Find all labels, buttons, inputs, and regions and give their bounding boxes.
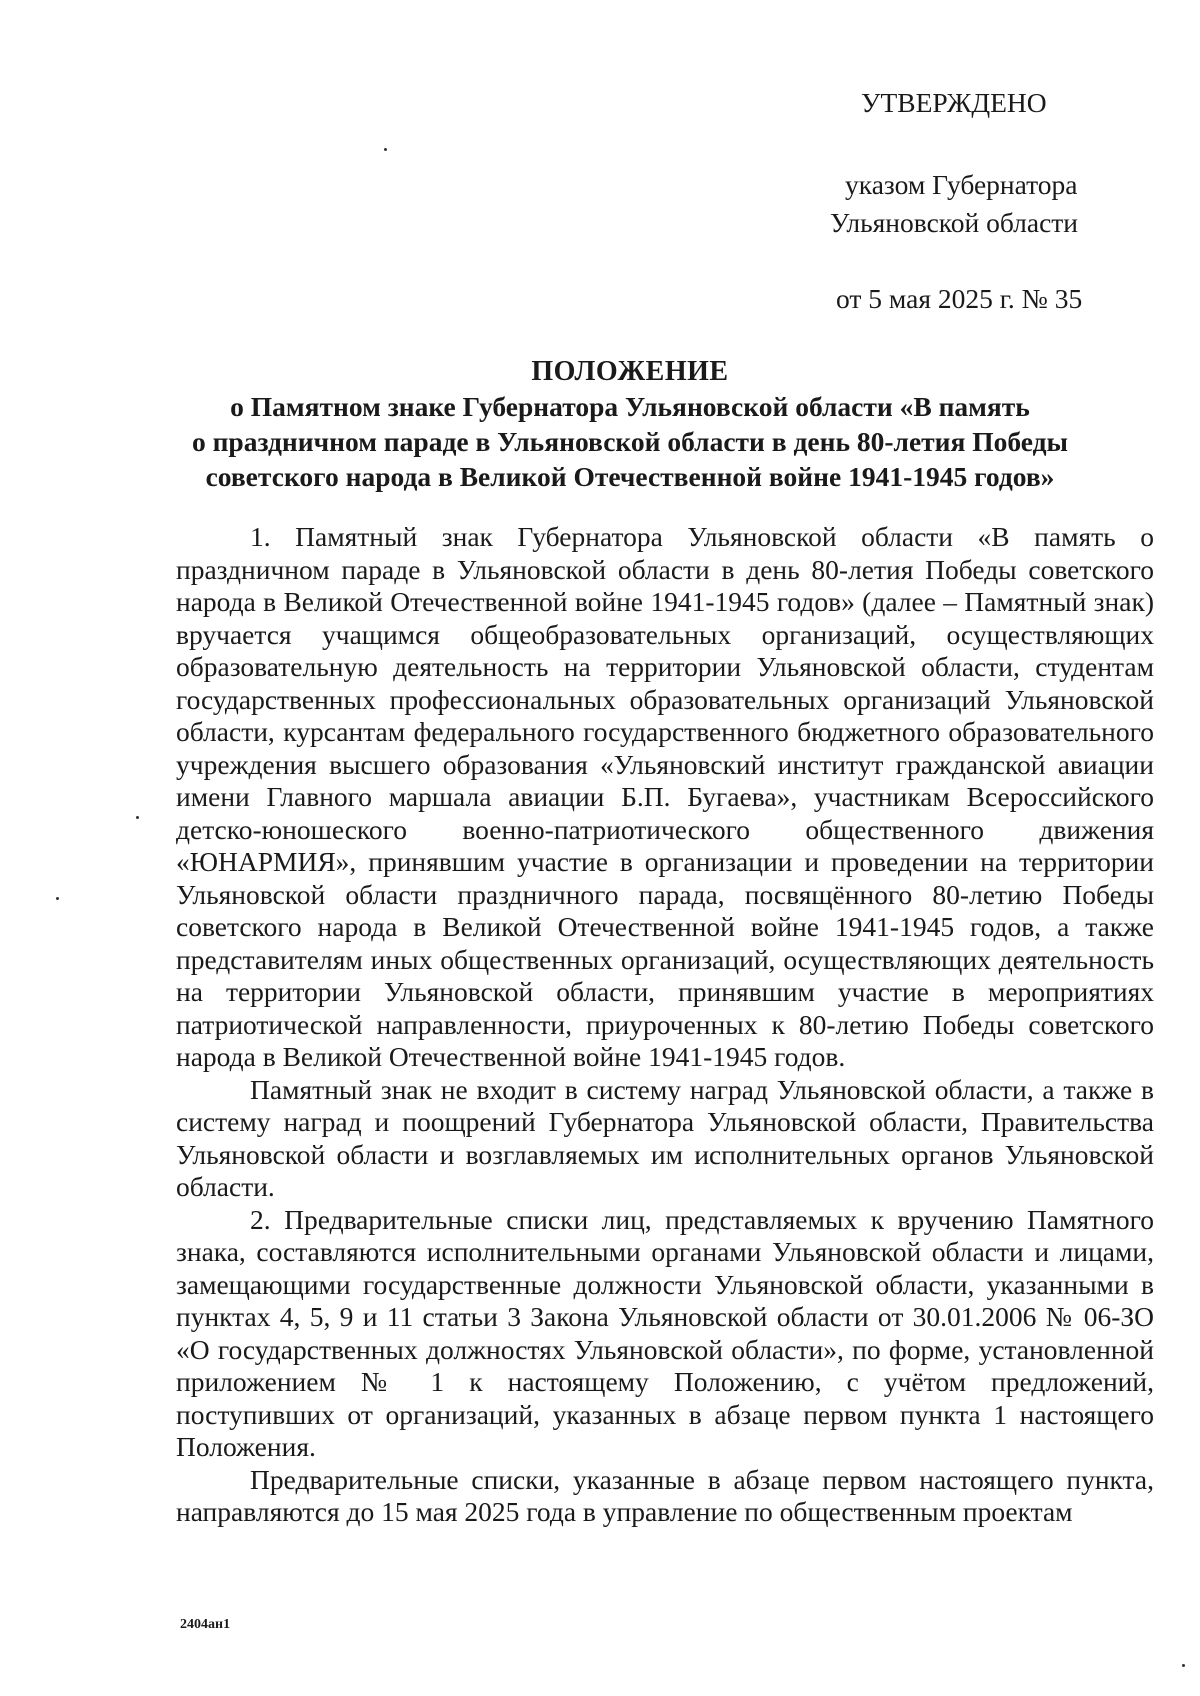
paragraph-4: Предварительные списки, указанные в абзаце первом настоящего пункта, направляются до 15 мая 2025 года в управление по общественным проектам — [176, 1463, 1154, 1527]
paragraph-1: 1. Памятный знак Губернатора Ульяновской области «В память о праздничном параде в Ульяновской области в день 80-летия Победы советского народа в Великой Отечественной войне 1941-1945 годов» (далее – Памятный знак) вручается учащимся общеобразовательных организаций, осуществляющих образовательную деятельность на территории Ульяновской области, студентам государственных профессиональных образовательных организаций Ульяновской области, курсантам федерального государственного бюджетного образовательного учреждения высшего образования «Ульяновский институт гражданской авиации имени Главного маршала авиации Б.П. Бугаева», участникам Всероссийского детско-юношеского военно-патриотического общественного движения «ЮНАРМИЯ», принявшим участие в организации и проведении на территории Ульяновской области праздничного парада, посвящённого 80-летию Победы советского народа в Великой Отечественной войне 1941-1945 годов, а также представителям иных общественных организаций, осуществляющих деятельность на территории Ульяновской области, принявшим участие в мероприятиях патриотической направленности, приуроченных к 80-летию Победы советского народа в Великой Отечественной войне 1941-1945 годов. — [176, 521, 1154, 1072]
approved-by-line2: Ульяновской области — [830, 207, 1079, 238]
paragraph-3: 2. Предварительные списки лиц, представляемых к вручению Памятного знака, составляются исполнительными органами Ульяновской области и лицами, замещающими государственные должности Ульяновской области, указанными в пунктах 4, 5, 9 и 11 статьи 3 Закона Ульяновской области от 30.01.2006 № 06-ЗО «О государственных должностях Ульяновской области», по форме, установленной приложением № 1 к настоящему Положению, с учётом предложений, поступивших от организаций, указанных в абзаце первом пункта 1 настоящего Положения. — [176, 1203, 1154, 1462]
title-line-3: советского народа в Великой Отечественной войне 1941-1945 годов» — [205, 461, 1055, 492]
scan-speck — [1182, 1664, 1185, 1667]
approved-label: УТВЕРЖДЕНО — [861, 87, 1047, 118]
document-code: 2404ан1 — [180, 1617, 231, 1632]
paragraph-2: Памятный знак не входит в систему наград Ульяновской области, а также в систему наград и поощрений Губернатора Ульяновской области, Правительства Ульяновской области и возглавляемых им исполнительных органов Ульяновской области. — [176, 1073, 1154, 1202]
scan-speck — [56, 897, 59, 900]
approval-stamp — [830, 84, 1160, 318]
approved-by-line1: указом Губернатора — [845, 169, 1078, 200]
scan-speck — [384, 148, 387, 151]
title-line-1: о Памятном знаке Губернатора Ульяновской области «В память — [230, 391, 1030, 422]
scan-speck — [136, 816, 139, 819]
title-heading: ПОЛОЖЕНИЕ — [531, 356, 729, 387]
document-title — [170, 354, 1090, 494]
title-line-2: о праздничном параде в Ульяновской области в день 80-летия Победы — [191, 426, 1069, 457]
decree-date-number: от 5 мая 2025 г. № 35 — [836, 283, 1083, 314]
document-body — [176, 521, 1154, 1529]
